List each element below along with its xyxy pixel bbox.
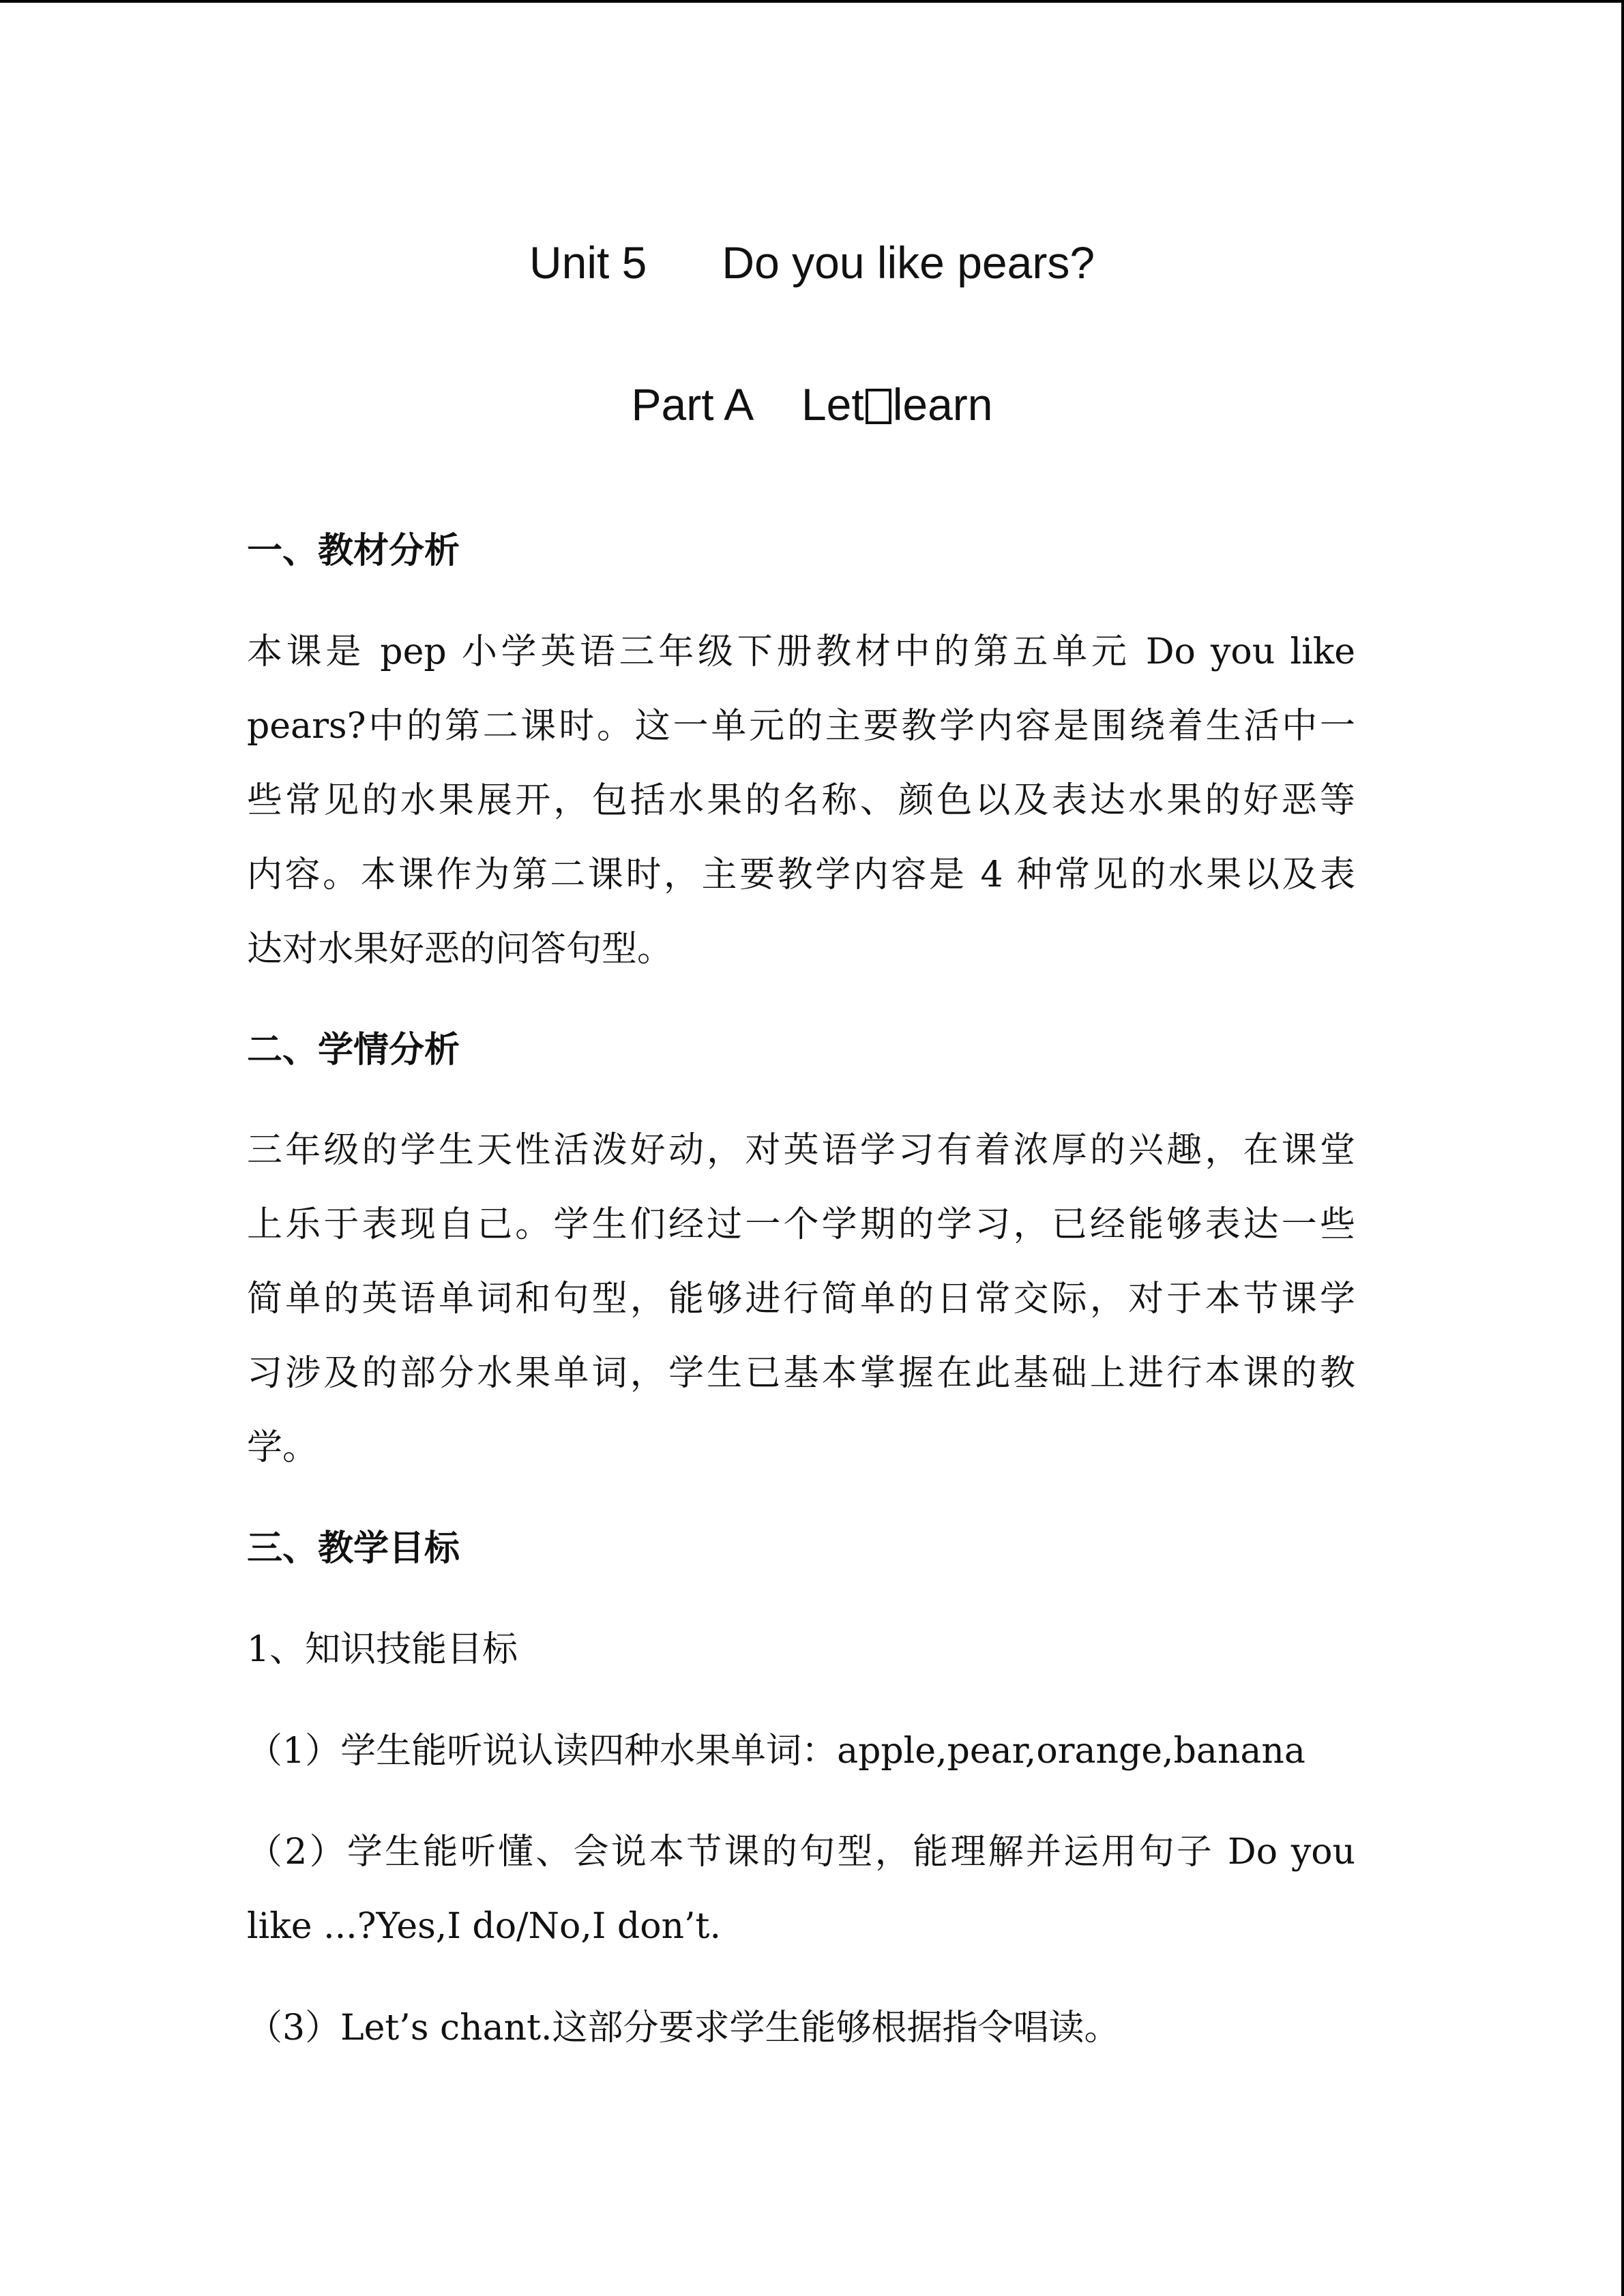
missing-glyph-box <box>866 389 891 424</box>
paragraph-line: 些常见的水果展开，包括水果的名称、颜色以及表达水果的好恶等 <box>247 780 1355 821</box>
section-heading-teaching-objectives: 三、教学目标 <box>247 1528 460 1569</box>
paragraph-line: 学。 <box>247 1427 319 1468</box>
paragraph-line: 三年级的学生天性活泼好动，对英语学习有着浓厚的兴趣，在课堂 <box>247 1130 1355 1171</box>
paragraph-line: 上乐于表现自己。学生们经过一个学期的学习，已经能够表达一些 <box>247 1204 1355 1245</box>
document-title: Unit 5 Do you like pears? <box>529 237 1095 288</box>
section-heading-textbook-analysis: 一、教材分析 <box>247 531 460 571</box>
subtitle-text-before: Part A Let <box>631 379 864 430</box>
paragraph-line: 习涉及的部分水果单词，学生已基本掌握在此基础上进行本课的教 <box>247 1353 1355 1394</box>
page-top-border <box>0 0 1624 3</box>
paragraph-line: 达对水果好恶的问答句型。 <box>247 929 673 970</box>
objective-item: （2）学生能听懂、会说本节课的句型，能理解并运用句子 Do you <box>247 1832 1355 1873</box>
document-subtitle <box>0 377 1624 432</box>
objective-item: （3）Let’s chant.这部分要求学生能够根据指令唱读。 <box>247 2008 1120 2048</box>
objective-subheading: 1、知识技能目标 <box>247 1629 518 1670</box>
paragraph-line: pears?中的第二课时。这一单元的主要教学内容是围绕着生活中一 <box>247 706 1355 747</box>
paragraph-line: 内容。本课作为第二课时，主要教学内容是 4 种常见的水果以及表 <box>247 854 1355 895</box>
objective-item: （1）学生能听说认读四种水果单词：apple,pear,orange,banana <box>247 1731 1305 1772</box>
section-heading-student-analysis: 二、学情分析 <box>247 1030 460 1071</box>
subtitle-text-after: learn <box>892 379 993 430</box>
objective-item-continuation: like ...?Yes,I do/No,I don’t. <box>247 1906 721 1947</box>
paragraph-line: 本课是 pep 小学英语三年级下册教材中的第五单元 Do you like <box>247 631 1355 672</box>
paragraph-line: 简单的英语单词和句型，能够进行简单的日常交际，对于本节课学 <box>247 1279 1355 1320</box>
page-right-border <box>1621 0 1624 2296</box>
